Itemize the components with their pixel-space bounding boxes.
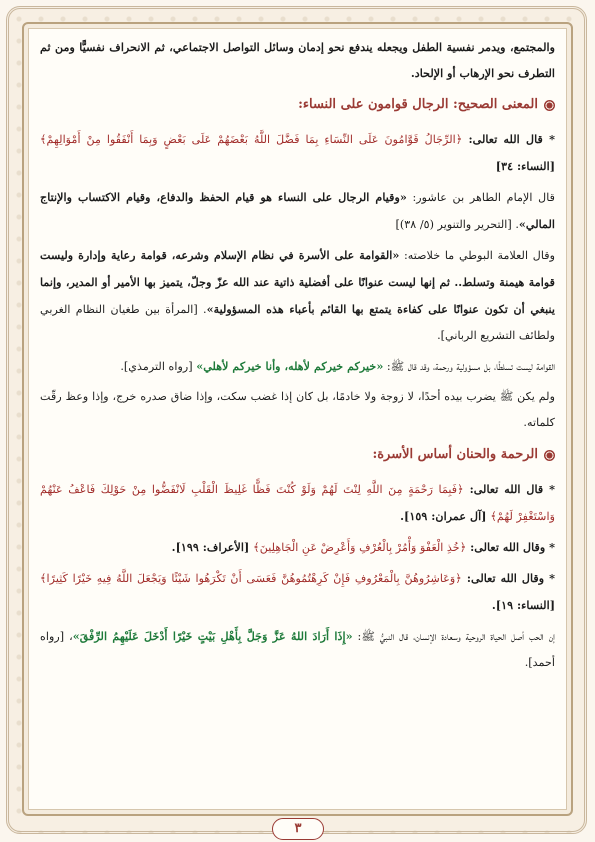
ibn-ashur-lead: قال الإمام الطاهر بن عاشور: <box>406 191 555 204</box>
love-text: إن الحب أصل الحياة الروحية وسعادة الإنسان، قال النبيُّ ﷺ: <box>352 630 555 643</box>
quran-verse-2: ﴿خُذِ الْعَفْوَ وَأْمُرْ بِالْعُرْفِ وَأَعْرِضْ عَنِ الْجَاهِلِينَ﴾ <box>253 541 467 554</box>
bouti-paragraph <box>40 242 555 349</box>
page-number: ٣ <box>272 818 324 840</box>
love-paragraph <box>40 623 555 676</box>
verse-reference-3: [النساء: ١٩]. <box>491 598 555 612</box>
verse-paragraph-2 <box>40 534 555 561</box>
flower-ornament-icon <box>544 450 555 461</box>
verse-reference-2: [الأعراف: ١٩٩]. <box>171 540 254 554</box>
qawama-text: القوامة ليست تسلطًا، بل مسؤولية ورحمة، وقد قال ﷺ: <box>383 360 555 373</box>
qawama-paragraph <box>40 353 555 380</box>
quran-verse-3: ﴿وَعَاشِرُوهُنَّ بِالْمَعْرُوفِ فَإِنْ كَرِهْتُمُوهُنَّ فَعَسَى أَنْ تَكْرَهُوا شَيْئًا وَيَجْعَلَ اللَّهُ فِيهِ خَيْرًا كَثِيرًا﴾ <box>40 572 462 585</box>
intro-paragraph: والمجتمع، ويدمر نفسية الطفل ويجعله يندفع نحو إدمان وسائل التواصل الاجتماعي، ثم الانحراف نفسيًّا ومن ثم التطرف نحو الإرهاب أو الإلحاد. <box>40 40 555 80</box>
ibn-ashur-reference: . [التحرير والتنوير (٥/ ٣٨)] <box>395 218 519 231</box>
verse-reference: [النساء: ٣٤] <box>495 159 555 173</box>
verse-reference-1: [آل عمران: ١٥٩]. <box>400 509 491 523</box>
verse-lead: * قال الله تعالى: <box>462 132 555 146</box>
page-content <box>40 34 555 804</box>
verse-paragraph-1 <box>40 476 555 530</box>
bouti-lead: وقال العلامة البوطي ما خلاصته: <box>399 249 556 262</box>
quran-verse-1: ﴿فَبِمَا رَحْمَةٍ مِنَ اللَّهِ لِنْتَ لَهُمْ وَلَوْ كُنْتَ فَظًّا غَلِيظَ الْقَلْبِ لَانْفَضُّوا مِنْ حَوْلِكَ فَاعْفُ عَنْهُمْ وَاسْتَغْفِرْ لَهُمْ﴾ <box>40 483 555 523</box>
bouti-reference: . [المرأة بين طغيان النظام الغربي ولطائف التشريع الرباني]. <box>40 303 555 342</box>
prophet-paragraph: ولم يكن ﷺ يضرب بيده أحدًا، لا زوجة ولا خادمًا، بل كان إذا غضب سكت، وإذا ضاق صدره خرج، وإذا وعظ رقّت كلماته. <box>40 390 555 429</box>
verse-paragraph <box>40 126 555 180</box>
bouti-quote: «القوامة على الأسرة في نظام الإسلام وشرعه، قوامة رعاية وإدارة وليست قوامة هيمنة وتسلط.. ثم إنها ليست عنوانًا على أفضلية ذاتية عند الله عزّ وجلّ، يتميز بها الأمير أو المدير، وإنما ينبغي أن تكون عنوانًا على كفاءة يتمتع بها القائم بأعباء هذه المسؤولية» <box>40 248 555 316</box>
verse-lead-3: * وقال الله تعالى: <box>461 571 555 585</box>
ibn-ashur-paragraph <box>40 184 555 238</box>
quran-verse: ﴿الرِّجَالُ قَوَّامُونَ عَلَى النِّسَاءِ بِمَا فَضَّلَ اللَّهُ بَعْضَهُمْ عَلَى بَعْضٍ وَبِمَا أَنْفَقُوا مِنْ أَمْوَالِهِمْ﴾ <box>40 133 463 146</box>
verse-paragraph-3 <box>40 565 555 619</box>
ibn-ashur-quote: «وقيام الرجال على النساء هو قيام الحفظ والدفاع، وقيام الاكتساب والإنتاج المالي» <box>40 190 555 231</box>
section-heading-text: الرحمة والحنان أساس الأسرة: <box>372 447 538 462</box>
section-heading-mercy <box>40 442 555 468</box>
section-heading-text: المعنى الصحيح: الرجال قوامون على النساء: <box>298 97 538 112</box>
qawama-reference: [رواه الترمذي]. <box>120 360 197 373</box>
verse-lead-1: * قال الله تعالى: <box>463 482 555 496</box>
section-heading-correct-meaning <box>40 92 555 118</box>
flower-ornament-icon <box>544 100 555 111</box>
qawama-hadith: «خيركم خيركم لأهله، وأنا خيركم لأهلي» <box>196 359 384 373</box>
love-reference: ، [رواه أحمد]. <box>40 630 555 669</box>
verse-lead-2: * وقال الله تعالى: <box>466 540 555 554</box>
love-hadith: «إِذَا أَرَادَ اللهُ عَزَّ وَجَلَّ بِأَهْلِ بَيْتٍ خَيْرًا أَدْخَلَ عَلَيْهِمُ الرِّفْقَ» <box>72 629 353 643</box>
